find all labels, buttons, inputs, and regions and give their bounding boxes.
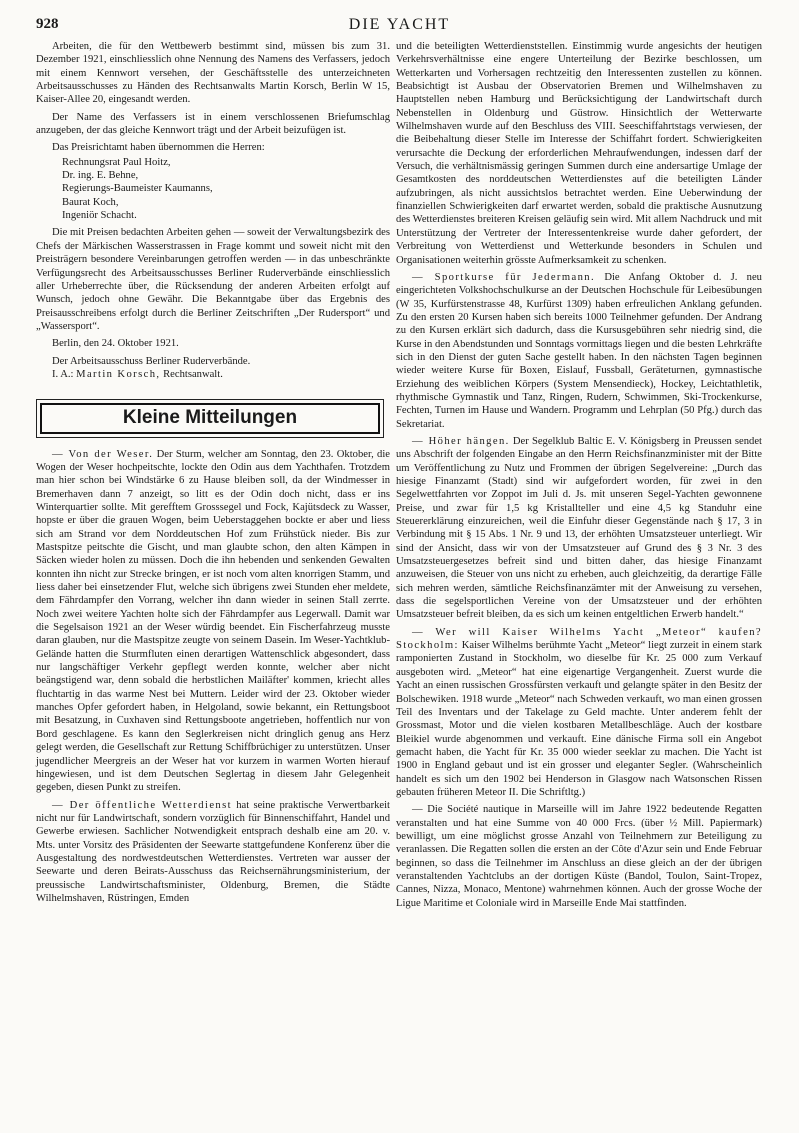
paragraph-jury-intro: Das Preisrichtamt haben übernommen die Herren: — [52, 142, 265, 154]
left-column — [36, 40, 390, 905]
article-societe-nautique: — Die Société nautique in Marseille will im Jahre 1922 bedeutende Regatten veranstalten und hat eine Summe von 40 000 Frcs. (über ½ Mill. Papiermark) bewilligt, um eine möglichst grosse Anzahl von Teilnehmern zur Beteiligung zu veranlassen. Die Regatten sollen die ersten an der Côte d'Azur sein und Ende Februar beginnen, so dass die Teilnehmer im Anschluss an diese gleich an der der übrigen veranstaltenden Yachtclubs an der dortigen Küste (Bandol, Toulon, Saint-Tropez, Cannes, Nizza, Monaco, Mentone) wahrnehmen können. Auch der grosse Woche der Ligue Maritime et Coloniale wird in Marseille Ende Mai stattfinden. — [396, 804, 762, 909]
article-wetterdienst — [36, 799, 390, 906]
article-meteor-body: Kaiser Wilhelms berühmte Yacht „Meteor“ liegt zurzeit in einem stark ramponierten Zustand in Stockholm, wo dieselbe für Kr. 25 000 zum Verkauf ausgeboten wird. „Meteor“ hat eine eigenartige Vergangenheit. Zuerst wurde die Yacht an einen russischen Grossfürsten verkauft und gelangte später in den Besitz der Bolschewiken. 1918 wurde „Meteor“ nach Schweden verkauft, wo man einen grossen Teil des Inventars und der Takelage zu Geld machte. Unter anderem fehlt der Grossmast, Motor und die vielen kostbaren Metallbeschläge. Auch der kostbare Bleikiel wurde abgenommen und verkauft. Eine dänische Firma soll ein Angebot gemacht haben, die Yacht für Kr. 35 000 wieder seeklar zu machen. Die Yacht ist 1900 in England gebaut und ist ein grosser und eleganter Segler. (Wahrscheinlich handelt es sich um den 1902 bei Henderson in Glasgow nach Watsonschen Rissen gebauten früheren Meteor II. Die Schriftltg.) — [396, 640, 762, 798]
right-column — [396, 40, 762, 910]
article-weser — [36, 448, 390, 795]
page-header — [36, 16, 763, 38]
jury-member: Rechnungsrat Paul Hoitz, — [62, 156, 171, 168]
article-sportkurse-body: Die Anfang Oktober d. J. neu eingerichteten Volkshochschulkurse an der Deutschen Hochschule für Leibesübungen (W 35, Kurfürstenstrasse 48, Kurfürst 1309) haben erfreulichen Anklang gefunden. Zu den ersten 20 Kursen haben sich bereits 1000 Teilnehmer gefunden. Der Andrang zu den Kursen erklärt sich dadurch, dass die Kursusgebühren sehr niedrig sind, die Kurse in den Abendstunden und Sonntags vormittags liegen und die besten Lehrkräfte sich in den Dienst der guten Sache gestellt haben. In den nächsten Tagen beginnen wieder weitere Kurse für Boxen, Eislauf, Fussball, Geräteturnen, gymnastische Erziehung des weiblichen Körpers (System Mensendieck), Hockey, Leichtathletik, rhythmische Gymnastik und Tanz, Ringen, Rudern, Schwimmen, Ski-Trockenkurse, Fechten, Turnen im Hause und Wandern. Programm und Lehrplan (50 Pfg.) durch das Sekretariat. — [396, 271, 762, 430]
signature-person: Martin Korsch, — [76, 368, 161, 380]
signature-title: Rechtsanwalt. — [160, 368, 223, 380]
date-line: Berlin, den 24. Oktober 1921. — [52, 338, 179, 350]
signature-prefix: I. A.: — [52, 368, 77, 380]
paragraph-author-name: Der Name des Verfassers ist in einem verschlossenen Briefumschlag anzugeben, der das gleiche Kennwort trägt und der Arbeit beizufügen ist. — [36, 111, 390, 137]
article-wetterdienst-title: — Der öffentliche Wetterdienst — [52, 799, 232, 811]
page-number: 928 — [36, 16, 59, 32]
jury-member: Ingeniör Schacht. — [62, 210, 137, 222]
journal-title: DIE YACHT — [348, 16, 451, 33]
signature-committee: Der Arbeitsausschuss Berliner Ruderverbände. — [52, 355, 251, 367]
article-hoeher-haengen — [396, 435, 762, 622]
article-hoeher-haengen-title: — Höher hängen. — [412, 435, 510, 447]
jury-member: Baurat Koch, — [62, 196, 119, 208]
article-meteor-title: — Wer will Kaiser Wilhelms Yacht „Meteor“ kaufen? Stockholm: — [396, 626, 762, 652]
paragraph-prizes: Die mit Preisen bedachten Arbeiten gehen — soweit der Verwaltungsbezirk des Chefs der Märkischen Wasserstrassen in Frage kommt und soweit nicht mit den Preisträgern besondere Vereinbarungen getroffen werden — in das unbeschränkte Verfügungsrecht des Arbeitsausschusses Berliner Ruderverbände einschliesslich aller Urheberrechte über, die Rücksendung der anderen Arbeiten erfolgt auf Wunsch, jedoch ohne Gewähr. Die Bekanntgabe über das Ergebnis des Preisausschreibens erfolgt durch die Berliner Zeitschriften „Der Rudersport“ und „Wassersport“. — [36, 227, 390, 332]
article-wetterdienst-continued: und die beteiligten Wetterdienststellen. Einstimmig wurde angesichts der heutigen Verkehrsverhältnisse eine engere Unterteilung der Bezirke beschlossen, um Wetterkarten und Vorhersagen rechtzeitig den Interessenten zustellen zu können. Beabsichtigt ist Ausbau der Observatorien Bremen und Wilhelmshaven zu Hauptstellen neben Hamburg und Berücksichtigung der Landwirtschaft durch Nebenstellen in Oldenburg und Güstrow. Hinsichtlich der Wetterwarte Wilhelmshaven wurde auf den Beschluss des VIII. Seeschiffahrtstags verwiesen, der die Beibehaltung dieser Stelle im Interesse der Schiffahrt fordert. Schwierigkeiten verursachte die Deckung der erforderlichen Mehraufwendungen, indessen darf der Versuch, die verhältnismässig geringen Summen durch eine andersartige Umlage der Gesamtkosten des norddeutschen Wetterdienstes auf die beteiligten Länder aufzubringen, als nicht aussichtslos betrachtet werden. Eine Ueberwindung der finanziellen Schwierigkeiten darf erwartet werden, sobald die praktische Ausnutzung des Wetterdienstes breiteren Kreisen geläufig sein wird. Mit allem Nachdruck und mit Unterstützung der Vertreter der Interessentenkreise wurde daher gefordert, der Verbreitung von Wetterdienst und Wetterkunde besonders in Schulen und Organisationen weiterhin grösste Aufmerksamkeit zu schenken. — [396, 41, 762, 266]
article-sportkurse-title: — Sportkurse für Jedermann. — [412, 271, 596, 283]
jury-member: Dr. ing. E. Behne, — [62, 170, 139, 182]
article-hoeher-haengen-body: Der Segelklub Baltic E. V. Königsberg in Preussen sendet uns Abschrift der folgenden Eingabe an den Herrn Reichsfinanzminister mit der Bitte um Veröffentlichung zu Nutz und Frommen der übrigen Segelvereine: „Durch das hiesige Finanzamt (Stadt) sind wir aufgefordert worden, für zwei in den Segelwettfahrten vor Zoppot im Juli d. Js. mit unseren Segel-Yachten gewonnene Preise, und zwar für 1,5 kg Kristallteller und eine 4,5 kg Standuhr eine Steuererklärung einzureichen, weil die Einfuhr dieser Gegenstände nach § 17, 3 in Verbindung mit § 15 Abs. 1 Nr. 9 und 13, der erhöhten Umsatzsteuer unterliegt. Wir sind der Ansicht, dass wir von der Umsatzsteuer auf Grund des § 3 Nr. 3 des Umsatzsteuergesetzes befreit sind und bitten daher, das hiesige Finanzamt anzuweisen, die Steuer von uns nicht zu erheben, auch gleichzeitig, da derartige Fälle sich mehren werden, sämtliche Reichsfinanzämter mit der Anweisung zu versehen, dass die segelsportlichen Vereine von der Umsatzsteuer und der erhöhten Umsatzsteuer befreit bleiben, da es sich um keinen entgeltlichen Erwerb handelt.“ — [396, 435, 762, 621]
signature-name — [36, 368, 390, 381]
article-weser-title: — Von der Weser. — [52, 448, 154, 460]
article-meteor — [396, 626, 762, 799]
article-weser-body: Der Sturm, welcher am Sonntag, den 23. Oktober, die Wogen der Weser hochpeitschte, lockte den Odin aus dem Yachthafen. Trotzdem man hier schon bei Windstärke 6 zu Hause bleiben soll, da der Windmesser in Bremerhaven dann 7 anzeigt, so litt es der Odin doch nicht, dass er ins Winterquartier sollte. Mit gerefftem Grosssegel und Fock, Kajütsdeck zu Wasser, hopste er über die grauen Wogen, beim Ueberstaggehen bockte er aber und liess sich am Strand vor dem Norddeutschen Hof zum Frühstück nieder. Bis zur Mastspitze peitschte die Gischt, und man glaubte schon, den alten Kämpen in Säcken wieder holen zu müssen. Doch die ihn hebenden und senkenden Gewalten konnten ihn nicht zur Strecke bringen, er ist noch vom alten knorrigen Stamm, und liess daher bei einsetzender Flut, welche sich übrigens zwei Stunden eher meldete, dem Fährdampfer den Vorrang, welcher ihn dann wieder in seinen Stall zerrte. Noch zwei weitere Yachten holte sich der Fährdampfer aus Legerwall. Damit war die Segelsaison 1921 an der Weser würdig beendet. Ein Fischerfahrzeug musste daran glauben, nur die Mastspitze zeugte von seinem Dasein. Im Weser-Yachtklub-Gelände hatten die Sturmfluten einen derartigen Wattenschlick abgesondert, dass nur langschäftiger Verkehr gepflegt werden konnte, welcher aber nicht beängstigend war, denn sobald die herbstlichen Mailäfter' kommen, kriecht alles fluchtartig in das warme Nest bei Muttern. Leider wird der 23. Oktober wieder manches Opfer gefordert haben, in Helgoland, sowie bekannt, ein Rettungsboot mit Besatzung, in Cuxhaven sind Rettungsboote angetrieben, hoffentlich nur von Bord geschlagene. Es kann den Seglerkreisen nicht dringlich genug ans Herz gelegt werden, die Gesellschaft zur Rettung Schiffbrüchiger zu unterstützen. Unser jugendlicher Meergreis an der Weser hat vor kurzem in warmen Worten hierauf hingewiesen, und ist dem Deutschen Seglertag in diesem Jahr Gelegenheit gegeben, diesen Punkt zu streifen. — [36, 448, 390, 794]
section-heading-box — [36, 399, 384, 437]
jury-list — [36, 156, 390, 223]
article-sportkurse — [396, 271, 762, 431]
section-heading: Kleine Mitteilungen — [40, 403, 380, 433]
jury-member: Regierungs-Baumeister Kaumanns, — [62, 183, 213, 195]
paragraph-submission: Arbeiten, die für den Wettbewerb bestimmt sind, müssen bis zum 31. Dezember 1921, einschliesslich ohne Nennung des Namens des Verfassers, jedoch mit einem Kennwort versehen, der Geschäftsstelle des unterzeichneten Arbeitsausschusses zu Händen des Rechtsanwalts Martin Korsch, Berlin W 15, Kaiser-Allee 20, eingesandt werden. — [36, 41, 390, 106]
article-wetterdienst-body: hat seine praktische Verwertbarkeit nicht nur für Landwirtschaft, sondern vorzüglich für Binnenschiffahrt, Handel und Gewerbe erwiesen. Sachlicher Notwendigkeit entsprach deshalb eine am 20. v. Mts. unter Vorsitz des Präsidenten der Seewarte stattgefundene Konferenz über die Ausgestaltung des nordwestdeutschen Wetterdienstes. Vertreten war ausser der Seewarte und deren Beirats-Ausschuss das Reichsernährungsministerium, der preussische Landwirtschaftsminister, Oldenburg, Bremen, die Städte Wilhelmshaven, Rüstringen, Emden — [36, 799, 390, 904]
